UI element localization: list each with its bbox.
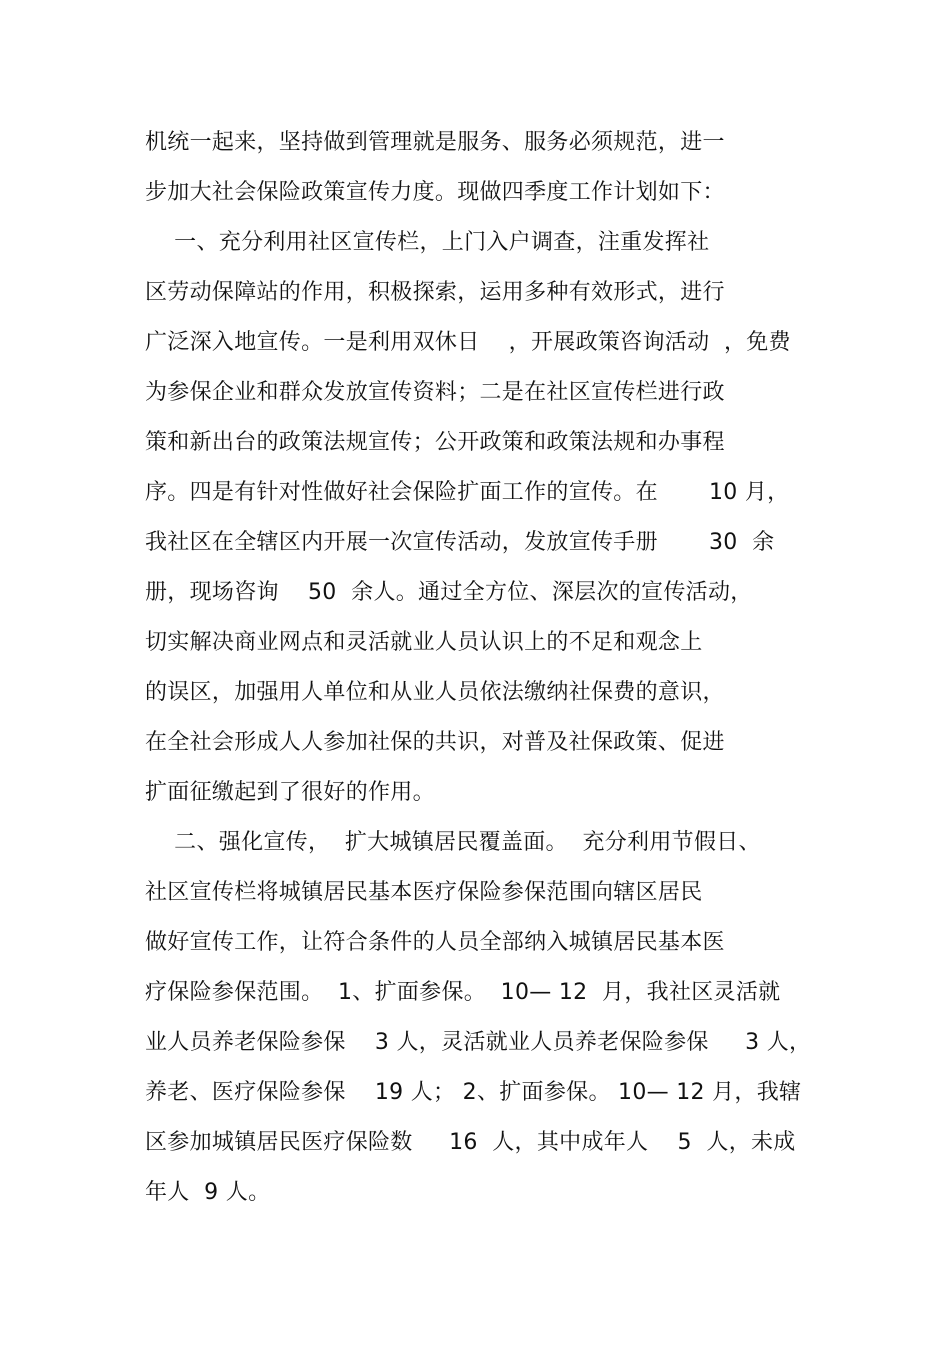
text-line: 二、强化宣传， 扩大城镇居民覆盖面。 充分利用节假日、 [145, 830, 761, 855]
text-line: 疗保险参保范围。 1、扩面参保。 10— 12 月，我社区灵活就 [145, 980, 781, 1005]
text-line: 序。四是有针对性做好社会保险扩面工作的宣传。在 10 月， [145, 480, 790, 505]
text-line: 养老、医疗保险参保 19 人； 2、扩面参保。 10— 12 月，我辖 [145, 1080, 802, 1105]
text-line: 社区宣传栏将城镇居民基本医疗保险参保范围向辖区居民 [145, 880, 703, 905]
text-line: 册，现场咨询 50 余人。通过全方位、深层次的宣传活动， [145, 580, 753, 605]
text-line: 业人员养老保险参保 3 人，灵活就业人员养老保险参保 3 人， [145, 1030, 812, 1055]
text-line: 切实解决商业网点和灵活就业人员认识上的不足和观念上 [145, 630, 703, 655]
text-line: 一、充分利用社区宣传栏，上门入户调查，注重发挥社 [145, 230, 710, 255]
text-line: 我社区在全辖区内开展一次宣传活动，发放宣传手册 30 余 [145, 530, 775, 555]
text-line: 区参加城镇居民医疗保险数 16 人，其中成年人 5 人，未成 [145, 1130, 796, 1155]
text-line: 机统一起来，坚持做到管理就是服务、服务必须规范，进一 [145, 130, 725, 155]
text-line: 扩面征缴起到了很好的作用。 [145, 780, 435, 805]
text-line: 策和新出台的政策法规宣传；公开政策和政策法规和办事程 [145, 430, 725, 455]
text-line: 广泛深入地宣传。一是利用双休日 ，开展政策咨询活动 ，免费 [145, 330, 791, 355]
text-line: 做好宣传工作，让符合条件的人员全部纳入城镇居民基本医 [145, 930, 725, 955]
text-line: 的误区，加强用人单位和从业人员依法缴纳社保费的意识， [145, 680, 725, 705]
text-line: 为参保企业和群众发放宣传资料；二是在社区宣传栏进行政 [145, 380, 725, 405]
text-line: 在全社会形成人人参加社保的共识，对普及社保政策、促进 [145, 730, 725, 755]
text-line: 年人 9 人。 [145, 1180, 271, 1205]
text-line: 步加大社会保险政策宣传力度。现做四季度工作计划如下： [145, 180, 725, 205]
text-line: 区劳动保障站的作用，积极探索，运用多种有效形式，进行 [145, 280, 725, 305]
